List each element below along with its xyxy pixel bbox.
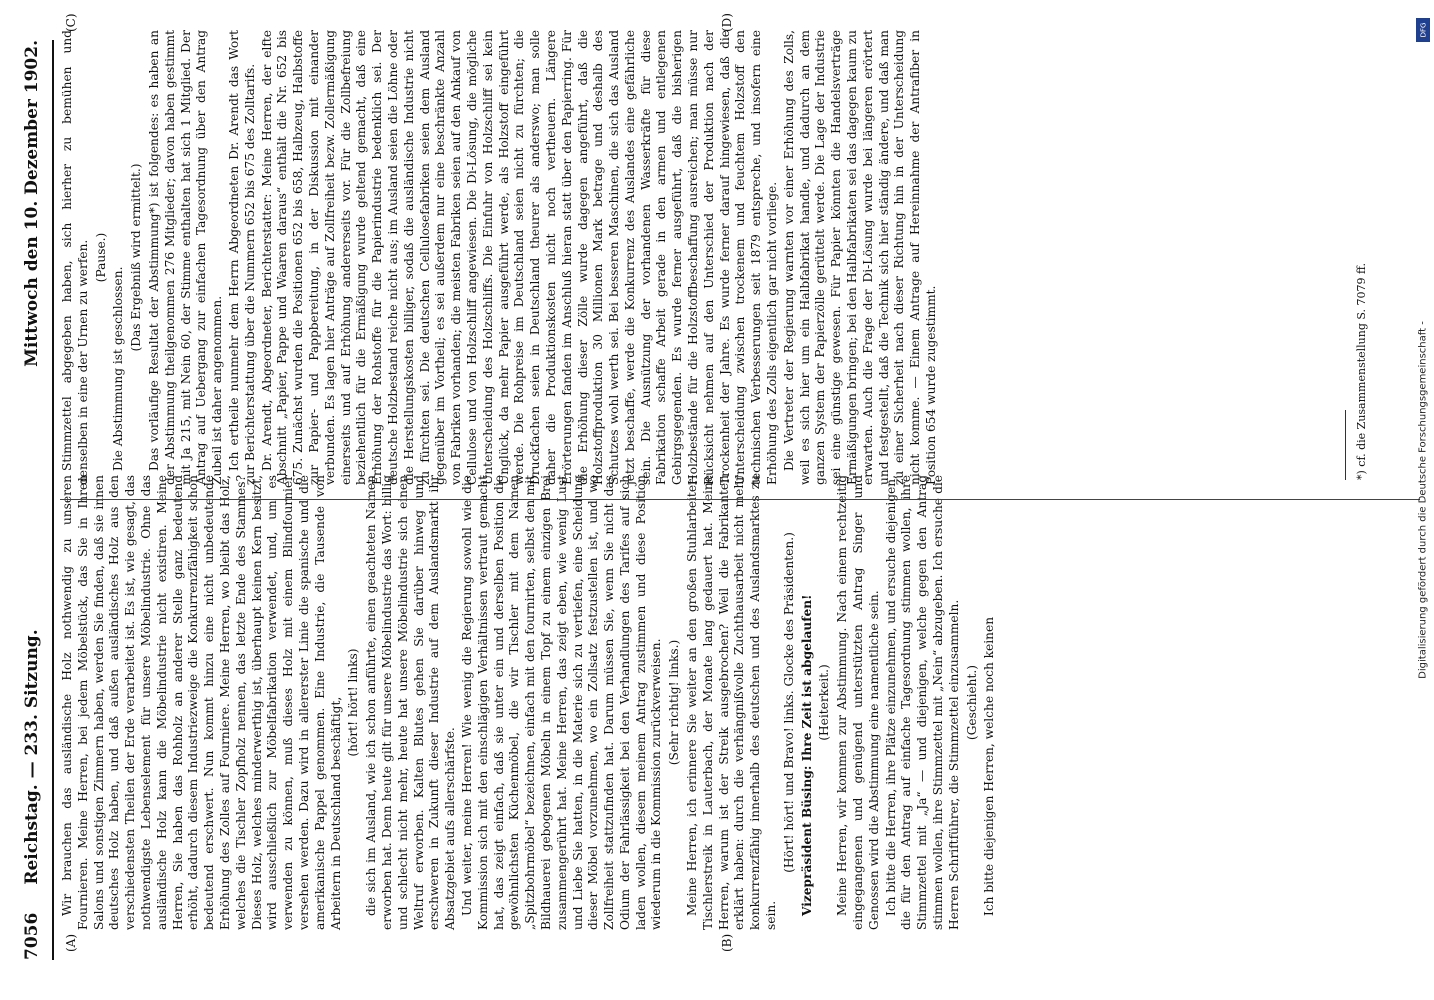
digitization-credit: Digitalisierung gefördert durch die Deutsche Forschungsgemeinschaft - [1417,321,1429,679]
paragraph: Ich bitte diejenigen Herren, welche noch keinen [982,616,997,916]
header-rule [52,40,54,960]
column-divider [60,499,1420,500]
paragraph: Dr. Arendt, Abgeordneter, Berichterstatter: Meine Herren, der elfte Abschnitt „Papier, Pappe und Waaren daraus“ enthält die Nr. 652 bis 675. Zunächst wurden die Positionen 652 bis 658, Halbzeug, Halbstoffe zur Papier- und Pappbereitung, in der Diskussion mit einander verbunden. Es lagen hier Anträge auf Zollfreiheit bezw. Zollermäßigung einerseits und auf Erhöhung andererseits vor. Für die Zollbefreiung beziehentlich für die Ermäßigung wurde geltend gemacht, daß eine Erhöhung der Rohstoffe für die Papierindustrie bedenklich sei. Der deutsche Holzbestand reiche nicht aus; im Ausland seien die Löhne oder die Herstellungskosten billiger, sodaß die ausländische Industrie nicht zu fürchten sei. Die deutschen Cellulosefabriken seien dem Ausland gegenüber im Vortheil; es sei außerdem nur eine beschränkte Anzahl von Fabriken vorhanden; die meisten Fabriken seien auf den Ankauf von Cellulose und von Holzschliff angewiesen. Die Di-Lösung, die mögliche Unterscheidung des Holzschliffs. Die Einfuhr von Holzschliff sei kein Unglück, da mehr Papier ausgeführt werde, als Holzstoff eingeführt werde. Die Rohpreise im Deutschland seien nicht zu fürchten; die Druckfachen seien in Deutschland theurer als anderswo; man solle daher die Produktionskosten nicht noch vertheuern. Längere Erörterungen fanden im Anschluß hieran statt über den Papierring. Für die Erhöhung dieser Zölle wurde dagegen angeführt, daß die Holzstoffproduktion 30 Millionen Mark betrage und deshalb des Schutzes wohl werth sei. Bei besseren Maschinen, die sich das Ausland jetzt beschaffe, werde die Konkurrenz des Auslandes eine gefährliche sein. Die Ausnützung der vorhandenen Wasserkräfte für diese Fabrikation schaffe Arbeit gerade in den armen und entlegenen Gebirgsgegenden. Es wurde ferner ausgeführt, daß die bisherigen Holzbestände für die Holzstoffbeschaffung ausreichen; man müsse nur Rücksicht nehmen auf den Unterschied der Produktion nach der Trockenheit der Jahre. Es wurde ferner darauf hingewiesen, daß die Unterscheidung zwischen trockenem und feuchtem Holzstoff den technischen Verbesserungen seit 1879 entspreche, und insofern eine Erhöhung des Zolls eigentlich gar nicht vorliege. [259,30,780,485]
interjection: (Das Ergebniß wird ermittelt.) [129,163,144,352]
page-header [22,40,48,960]
paragraph: Die Vertreter der Regierung warnten vor einer Erhöhung des Zolls, weil es sich hier um ein Halbfabrikat handle, und dadurch an dem ganzen System der Papierzölle gerüttelt werde. Die Lage der Industrie sei eine günstige gewesen. Für Papier könnten die Handelsverträge Ermäßigungen bringen; bei den Halbfabrikaten sei das dagegen kaum zu erwarten. Auch die Frage der Di-Lösung wurde bei längeren erörtert und festgestellt, daß die Technik sich hier ständig ändere, und daß man zu einer Sicherheit nach dieser Richtung hin in der Unterscheidung nicht komme. — Einem Antrage auf Hereinnahme der Antrafiber in Position 654 wurde zugestimmt. [781,30,939,485]
session-title: Reichstag. — 233. Sitzung. [22,629,42,885]
interjection: (Geschieht.) [964,664,979,741]
interjection: (Hört! hört! und Bravo! links. Glocke des Präsidenten.) [781,532,796,873]
margin-marker-c: (C) [64,13,78,32]
paragraph: Das vorläufige Resultat der Abstimmung*) ist folgendes: es haben an der Abstimmung theilgenommen 276 Mitglieder; davon haben gestimmt mit Ja 215, mit Nein 60, der Stimme enthalten hat sich 1 Mitglied. Der Antrag auf Uebergang zur einfachen Tagesordnung über den Antrag Zubeil ist daher angenommen. [146,30,225,485]
right-column [60,30,941,485]
dfg-logo: DFG [1416,18,1430,42]
paragraph: Wir brauchen das ausländische Holz nothwendig zu unseren Fournieren. Meine Herren, bei jedem Möbelstück, das Sie in Ihren Salons und sonstigen Zimmern haben, werden Sie finden, daß sie innen deutsches Holz haben, und daß außen ausländisches Holz aus den verschiedensten Theilen der Erde verarbeitet ist. Es ist, wie gesagt, das nothwendigste Lebenselement für unsere Möbelindustrie. Ohne das ausländische Holz kann die Möbelindustrie nicht existiren. Meine Herren, Sie haben das Rohholz an anderer Stelle ganz bedeutend erhöht, dadurch diesem Industriezweige die Konkurrenzfähigkeit schon bedeutend erschwert. Nun kommt hinzu eine nicht unbedeutende Erhöhung des Zolles auf Fourniere. Meine Herren, wo bleibt das Holz, welches die Tischler Zopfholz nennen, das letzte Ende des Stammes? Dieses Holz, welches minderwerthig ist, überhaupt keinen Kern besitzt, wird ausschließlich zur Möbelfabrikation verwendet, und, um es verwenden zu können, muß dieses Holz mit einem Blindfournier versehen werden. Dazu wird in allererster Linie die spanische und die amerikanische Pappel genommen. Eine Industrie, die Tausende von Arbeitern in Deutschland beschäftigt, [60,475,343,930]
interjection: (Sehr richtig! links.) [667,639,682,766]
interjection: (Heiterkeit.) [817,664,832,741]
interjection: (Pause.) [93,232,108,283]
margin-marker-b: (B) [720,933,734,952]
page-number: 7056 [22,912,42,960]
session-date: Mittwoch den 10. Dezember 1902. [22,40,42,367]
margin-marker-a: (A) [64,933,78,952]
speaker-line: Vizepräsident Büsing: Ihre Zeit ist abgelaufen! [799,594,814,916]
footnote: *) cf. die Zusammenstellung S. 7079 ff. [1355,263,1368,480]
left-column [60,475,999,930]
paragraph: Und weiter, meine Herren! Wie wenig die Regierung sowohl wie die Kommission sich mit den einschlägigen Verhältnissen vertraut gemacht hat, das zeigt einfach, daß sie unter ein und derselben Position die gewöhnlichsten Küchenmöbel, die wir Tischler mit dem Namen „Spitzbohrmöbel“ bezeichnen, einfach mit den fournirten, selbst den mit Bildhauerei gebogenen Möbeln in einem Topf zu einem einzigen Brei zusammengerührt hat. Meine Herren, das zeigt eben, wie wenig Lust und Liebe Sie hatten, in die Materie sich zu vertiefen, eine Scheidung dieser Möbel vorzunehmen, wo ein Zollsatz festzustellen ist, und wo Zollfreiheit stattzufinden hat. Darum müssen Sie, wenn Sie nicht das Odium der Fahrlässigkeit bei den Verhandlungen des Tarifes auf sich laden wollen, diesem meinem Antrag zustimmen und diese Position wiederum in die Kommission zurückverweisen. [459,475,664,930]
paragraph: Meine Herren, wir kommen zur Abstimmung. Nach einem rechtzeitig eingegangenen und genügend unterstützten Antrag Singer und Genossen wird die Abstimmung eine namentliche sein. [835,475,881,930]
paragraph: Die Abstimmung ist geschlossen. [111,266,126,471]
paragraph: Ich bitte die Herren, ihre Plätze einzunehmen, und ersuche diejenigen, die für den Antrag auf einfache Tagesordnung stimmen wollen, ihre Stimmzettel mit „Ja“ — und diejenigen, welche gegen den Antrag stimmen wollen, ihre Stimmzettel mit „Nein“ abzugeben. Ich ersuche die Herren Schriftführer, die Stimmzettel einzusammeln. [883,475,961,930]
paragraph: Stimmzettel abgegeben haben, sich hierher zu bemühen und denselben in eine der Urnen zu werfen. [60,30,90,485]
paragraph: die sich im Ausland, wie ich schon anführte, einen geachteten Namen erworben hat. Denn heute gilt für unsere Möbelindustrie das Wort: billig und schlecht nicht mehr, heute hat unsere Möbelindustrie sich einen Weltruf erworben. Kalten Blutes gehen Sie darüber hinweg und erschweren in Zukunft dieser Industrie auf dem Auslandsmarkt ihr Absatzgebiet aufs allerschärfste. [364,475,458,930]
paragraph: Meine Herren, ich erinnere Sie weiter an den großen Stuhlarbeiter-Tischlerstreik in Lauterbach, der Monate lang gedauert hat. Meine Herren, warum ist der Streik ausgebrochen? Weil die Fabrikanten erklärt haben: durch die verhängnißvolle Zuchthausarbeit nicht mehr konkurrenzfähig innerhalb des deutschen und des Auslandsmarktes zu sein. [685,475,779,930]
paragraph: Ich ertheile nunmehr dem Herrn Abgeordneten Dr. Arendt das Wort zur Berichterstattung über die Nummern 652 bis 675 des Zolltarifs. [226,30,257,485]
margin-marker-d: (D) [720,13,734,32]
interjection: (hört! hört! links) [346,648,361,757]
digitization-notice [1408,10,1434,990]
footnote-rule [1345,410,1346,480]
